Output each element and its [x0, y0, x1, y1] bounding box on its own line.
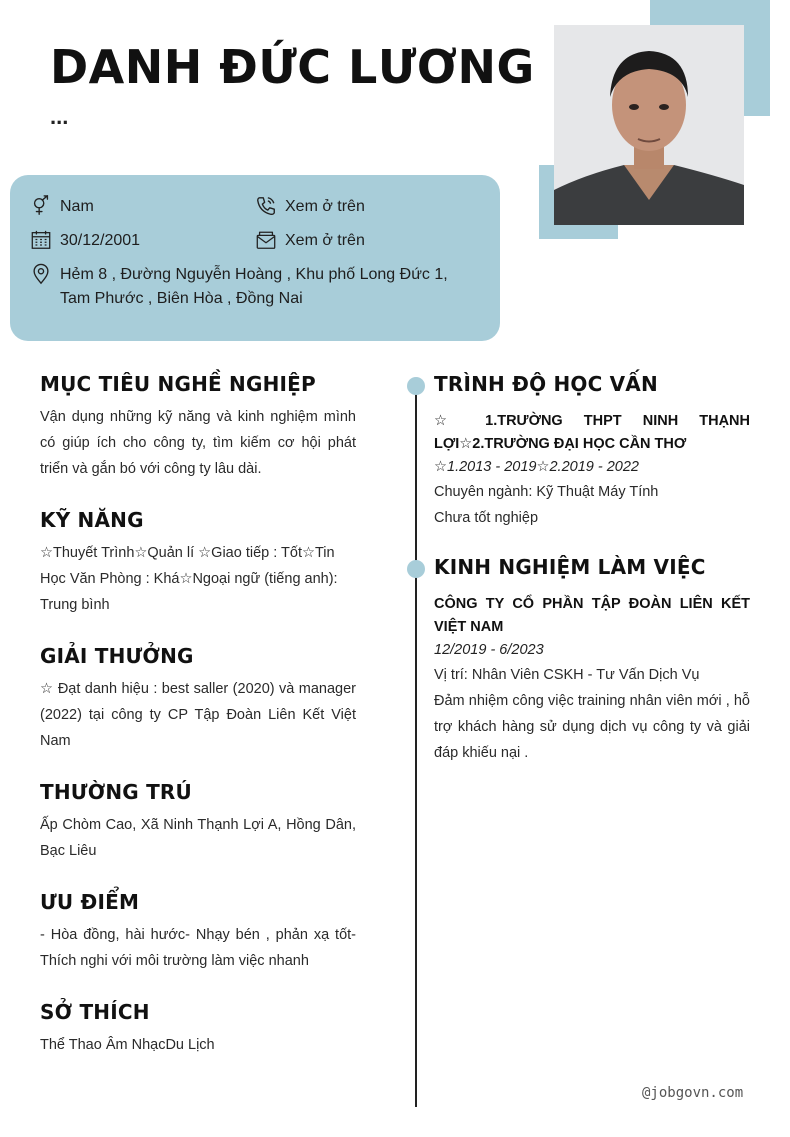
section-title: TRÌNH ĐỘ HỌC VẤN: [434, 372, 658, 396]
email-value: Xem ở trên: [285, 232, 365, 249]
location-pin-icon: [30, 263, 52, 285]
timeline-dot-education: [407, 377, 425, 395]
section-title: KINH NGHIỆM LÀM VIỆC: [434, 555, 706, 579]
section-text: Ấp Chòm Cao, Xã Ninh Thạnh Lợi A, Hồng Dân, Bạc Liêu: [40, 817, 356, 859]
gender-value: Nam: [60, 198, 94, 215]
contact-email: [255, 229, 365, 253]
address-line-1: Hẻm 8 , Đường Nguyễn Hoàng , Khu phố Long Đức 1,: [60, 266, 448, 283]
section-title: ƯU ĐIỂM: [40, 890, 140, 914]
education-major: Chuyên ngành: Kỹ Thuật Máy Tính: [434, 484, 659, 500]
timeline-dot-experience: [407, 560, 425, 578]
section-strengths: [40, 890, 356, 974]
phone-icon: [255, 195, 277, 217]
contact-phone: [255, 195, 365, 219]
experience-company: CÔNG TY CỔ PHẦN TẬP ĐOÀN LIÊN KẾT VIỆT NAM: [434, 596, 750, 635]
education-status: Chưa tốt nghiệp: [434, 510, 539, 526]
experience-position: Vị trí: Nhân Viên CSKH - Tư Vấn Dịch Vụ: [434, 667, 700, 683]
contact-birthday: [30, 229, 140, 253]
timeline-line: [415, 382, 417, 1107]
section-title: THƯỜNG TRÚ: [40, 780, 192, 804]
section-hobbies: [40, 1000, 356, 1058]
section-residence: [40, 780, 356, 864]
section-title: GIẢI THƯỞNG: [40, 644, 194, 668]
watermark: @jobgovn.com: [642, 1085, 744, 1101]
section-title: KỸ NĂNG: [40, 508, 144, 532]
phone-value: Xem ở trên: [285, 198, 365, 215]
section-text: Thể Thao Âm NhạcDu Lịch: [40, 1037, 215, 1053]
left-column: [40, 372, 356, 1084]
experience-period: 12/2019 - 6/2023: [434, 642, 544, 658]
section-experience: [434, 555, 750, 766]
profile-photo: [554, 25, 744, 225]
section-text: - Hòa đồng, hài hước- Nhạy bén , phản xạ tốt- Thích nghi với môi trường làm việc nhanh: [40, 927, 356, 969]
birthday-value: 30/12/2001: [60, 232, 141, 249]
mail-icon: [255, 229, 277, 251]
section-objective: [40, 372, 356, 482]
contact-card: [10, 175, 500, 341]
address-line-2: Tam Phước , Biên Hòa , Đồng Nai: [60, 290, 303, 307]
gender-icon: [30, 195, 52, 217]
section-text: ☆Thuyết Trình☆Quản lí ☆Giao tiếp : Tốt☆Tin Học Văn Phòng : Khá☆Ngoại ngữ (tiếng anh): Trung bình: [40, 545, 338, 613]
contact-gender: [30, 195, 94, 219]
education-period: ☆1.2013 - 2019☆2.2019 - 2022: [434, 459, 639, 475]
education-schools: ☆ 1.TRƯỜNG THPT NINH THẠNH LỢI☆2.TRƯỜNG ĐẠI HỌC CẦN THƠ: [434, 413, 750, 452]
section-text: ☆ Đạt danh hiệu : best saller (2020) và manager (2022) tại công ty CP Tập Đoàn Liên Kết Việt Nam: [40, 681, 356, 749]
section-title: SỞ THÍCH: [40, 1000, 150, 1024]
calendar-icon: [30, 229, 52, 251]
job-title: ...: [50, 104, 69, 129]
section-skills: [40, 508, 356, 618]
experience-description: Đảm nhiệm công việc training nhân viên mới , hỗ trợ khách hàng sử dụng dịch vụ công ty và giải đáp khiếu nại .: [434, 693, 750, 761]
section-education: [434, 372, 750, 531]
contact-address: [30, 263, 480, 311]
section-text: Vận dụng những kỹ năng và kinh nghiệm mình có giúp ích cho công ty, tìm kiếm cơ hội phát triển và gắn bó với công ty lâu dài.: [40, 409, 356, 477]
candidate-name: DANH ĐỨC LƯƠNG: [50, 40, 535, 94]
section-awards: [40, 644, 356, 754]
section-title: MỤC TIÊU NGHỀ NGHIỆP: [40, 372, 316, 396]
address-value: [60, 263, 448, 311]
